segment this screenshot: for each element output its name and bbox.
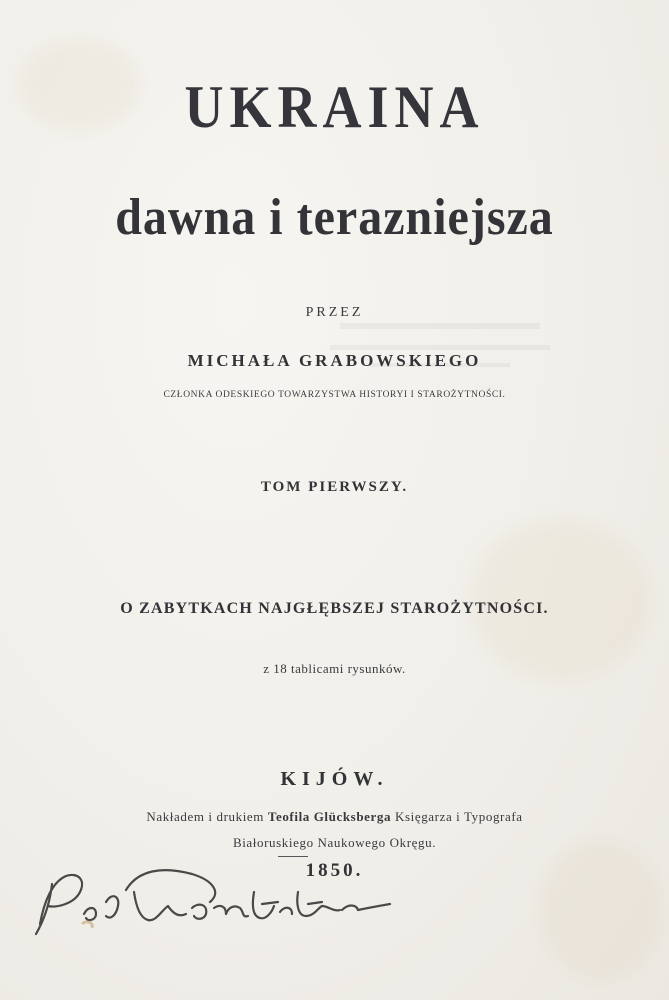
volume-label: TOM PIERWSZY. [260,479,409,495]
book-title: UKRAINA [184,73,485,141]
volume-topic: O ZABYTKACH NAJGŁĘBSZEJ STAROŻYTNOŚCI. [120,600,549,617]
imprint-institution-line: Białoruskiego Naukowego Okręgu. [232,835,437,850]
book-subtitle: dawna i terazniejsza [115,188,554,247]
imprint-suffix: Księgarza i Typografa [394,809,523,824]
author-affiliation: CZŁONKA ODESKIEGO TOWARZYSTWA HISTORYI I STAROŻYTNOŚCI. [163,390,506,400]
handwritten-signature [22,862,402,952]
imprint-publisher-name: Teofila Glücksberga [267,809,392,824]
imprint-year: 1850. [305,860,364,881]
divider-rule [278,856,308,857]
plates-note: z 18 tablicami rysunków. [263,661,406,676]
imprint-publisher-line [0,809,669,825]
by-label: PRZEZ [305,305,364,320]
author-name: MICHAŁA GRABOWSKIEGO [187,351,482,370]
imprint-city: KIJÓW. [280,768,389,790]
imprint-prefix: Nakładem i drukiem [146,809,265,824]
